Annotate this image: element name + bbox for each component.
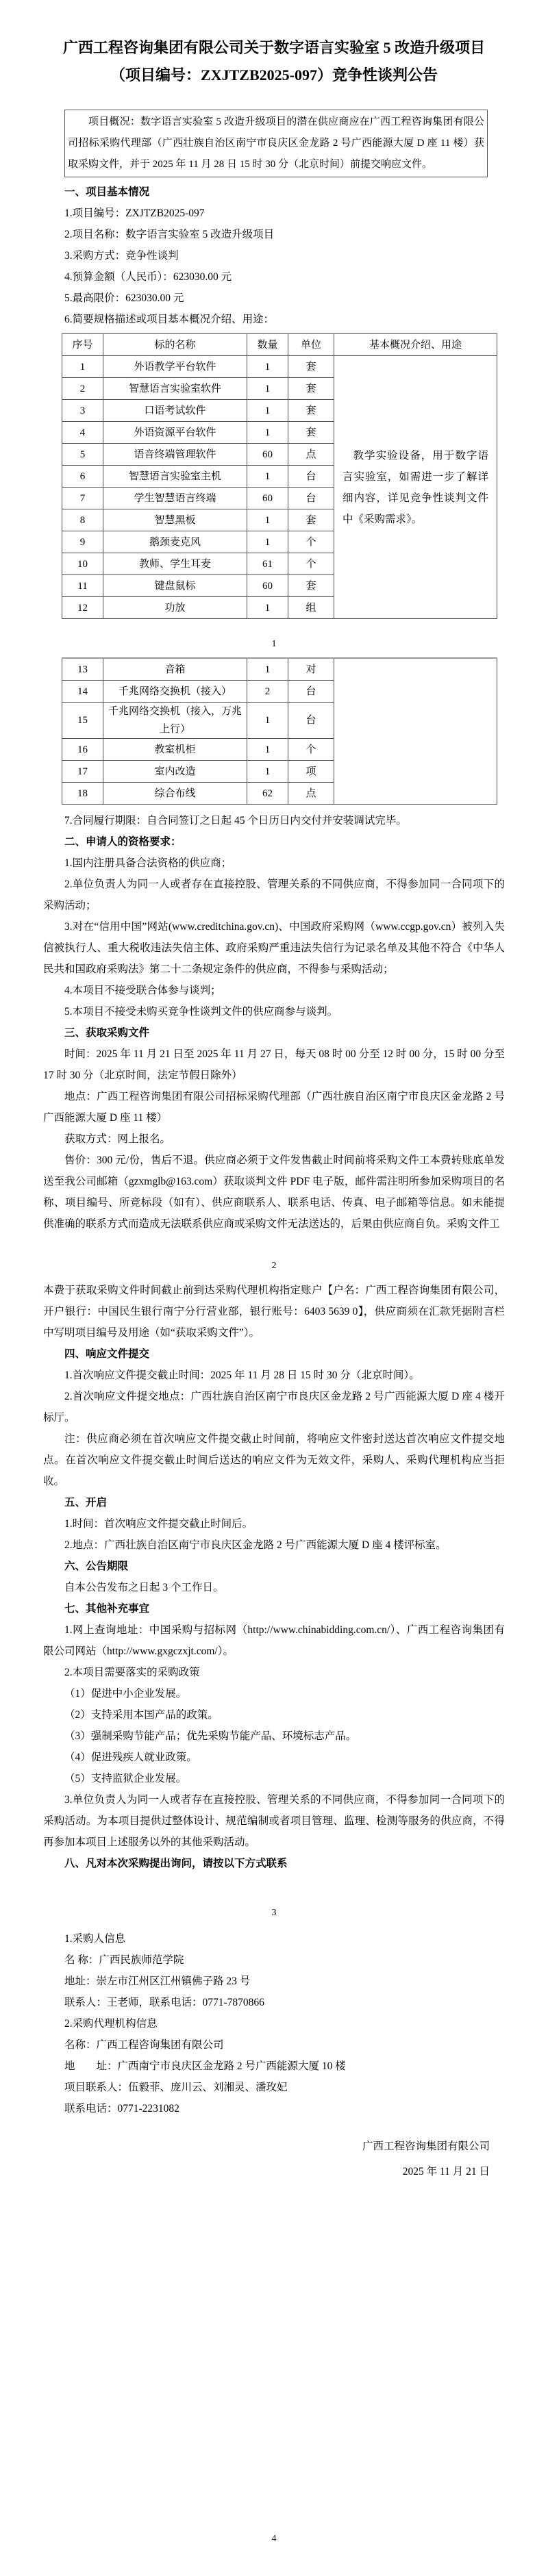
paragraph-policy-intro: 2.本项目需要落实的采购政策 bbox=[64, 1667, 200, 1678]
table-cell-unit: 台 bbox=[288, 703, 334, 739]
table-cell-no: 8 bbox=[62, 509, 103, 531]
section-heading-1: 一、项目基本情况 bbox=[64, 186, 150, 198]
paragraph-doc-time: 时间：2025 年 11 月 21 日至 2025 年 11 月 27 日，每天 08 时 00 分至 12 时 00 分，15 时 00 分至 17 时 30 分（北京时间，法定节假日除外） bbox=[43, 1048, 505, 1081]
section-heading-4: 四、响应文件提交 bbox=[64, 1348, 150, 1360]
table-cell-name: 综合布线 bbox=[103, 783, 247, 805]
paragraph-qualification-3: 3.对在“信用中国”网站(www.creditchina.gov.cn)、中国政府采购网（www.ccgp.gov.cn）被列入失信被执行人、重大税收违法失信主体、政府采购严重违法失信行为记录名单及其他不符合《中华人民共和国政府采购法》第二十二条规定条件的供应商，不得参与采购活动； bbox=[43, 921, 505, 975]
paragraph-agency-contacts: 项目联系人：伍毅菲、庞川云、刘湘灵、潘玫妃 bbox=[64, 2082, 288, 2093]
table-cell-no: 5 bbox=[62, 444, 103, 466]
table-cell-no: 12 bbox=[62, 597, 103, 619]
table-cell-qty: 1 bbox=[247, 422, 288, 444]
signature-company: 广西工程咨询集团有限公司 bbox=[362, 2141, 490, 2152]
table-cell-unit: 个 bbox=[288, 739, 334, 761]
table-row bbox=[62, 356, 497, 378]
paragraph-announcement-period: 自本公告发布之日起 3 个工作日。 bbox=[64, 1582, 224, 1593]
paragraph-purchaser-address: 地址：崇左市江州区江州镇佛子路 23 号 bbox=[64, 1975, 251, 1987]
table-cell-unit: 台 bbox=[288, 681, 334, 703]
paragraph-policy-2: （2）支持采用本国产品的政策。 bbox=[64, 1709, 219, 1721]
table-cell-unit: 点 bbox=[288, 783, 334, 805]
table-cell-no: 4 bbox=[62, 422, 103, 444]
table-cell-no: 3 bbox=[62, 400, 103, 422]
paragraph-project-name: 2.项目名称：数字语言实验室 5 改造升级项目 bbox=[64, 229, 275, 240]
table-cell-unit: 套 bbox=[288, 400, 334, 422]
table-header-cell: 序号 bbox=[62, 333, 103, 356]
table-cell-qty: 1 bbox=[247, 356, 288, 378]
items-table-page2 bbox=[62, 657, 497, 805]
table-cell-unit: 台 bbox=[288, 488, 334, 509]
table-cell-qty: 1 bbox=[247, 378, 288, 400]
table-cell-no: 13 bbox=[62, 658, 103, 681]
table-header-cell: 单位 bbox=[288, 333, 334, 356]
paragraph-policy-3: （3）强制采购节能产品；优先采购节能产品、环境标志产品。 bbox=[64, 1730, 357, 1742]
table-note-cell bbox=[334, 356, 497, 619]
table-header-row bbox=[62, 333, 497, 356]
table-cell-name: 室内改造 bbox=[103, 761, 247, 783]
table-cell-qty: 60 bbox=[247, 575, 288, 597]
table-cell-no: 1 bbox=[62, 356, 103, 378]
paragraph-procurement-method: 3.采购方式：竞争性谈判 bbox=[64, 250, 179, 262]
table-cell-qty: 1 bbox=[247, 597, 288, 619]
table-cell-unit: 套 bbox=[288, 356, 334, 378]
paragraph-agency-phone: 联系电话：0771-2231082 bbox=[64, 2103, 179, 2114]
paragraph-response-note: 注：供应商必须在首次响应文件提交截止时间前，将响应文件密封送达首次响应文件提交地点。在首次响应文件提交截止时间后送达的响应文件为无效文件，采购人、采购代理机构应当拒收。 bbox=[43, 1433, 505, 1487]
paragraph-purchaser-contact: 联系人：王老师，联系电话：0771-7870866 bbox=[64, 1997, 264, 2008]
table-cell-name: 智慧黑板 bbox=[103, 509, 247, 531]
table-cell-no: 2 bbox=[62, 378, 103, 400]
paragraph-doc-method: 获取方式：网上报名。 bbox=[64, 1133, 171, 1145]
paragraph-response-place: 2.首次响应文件提交地点：广西壮族自治区南宁市良庆区金龙路 2 号广西能源大厦 D 座 4 楼开标厅。 bbox=[43, 1391, 505, 1424]
paragraph-qualification-5: 5.本项目不接受未购买竞争性谈判文件的供应商参与谈判。 bbox=[64, 1006, 338, 1018]
table-note-cell bbox=[334, 658, 497, 805]
page-number-4: 4 bbox=[271, 2534, 277, 2544]
paragraph-doc-price-part2: 本费于获取采购文件时间截止前到达采购代理机构指定账户【户名：广西工程咨询集团有限公司，开户银行：中国民生银行南宁分行营业部，银行账号：6403 5639 0】，供应商须在汇款凭据附言栏中写明项目编号及用途（如“获取采购文件”）。 bbox=[43, 1285, 505, 1339]
section-heading-6: 六、公告期限 bbox=[64, 1561, 129, 1572]
paragraph-policy-4: （4）促进残疾人就业政策。 bbox=[64, 1752, 197, 1763]
section-heading-2: 二、申请人的资格要求： bbox=[64, 836, 182, 848]
table-cell-unit: 点 bbox=[288, 444, 334, 466]
table-cell-qty: 1 bbox=[247, 703, 288, 739]
table-cell-unit: 套 bbox=[288, 422, 334, 444]
section-heading-5: 五、开启 bbox=[64, 1497, 108, 1508]
paragraph-policy-1: （1）促进中小企业发展。 bbox=[64, 1688, 187, 1700]
paragraph-opening-place: 2.地点：广西壮族自治区南宁市良庆区金龙路 2 号广西能源大厦 D 座 4 楼评标室。 bbox=[64, 1539, 447, 1551]
table-cell-name: 智慧语言实验室主机 bbox=[103, 466, 247, 488]
table-cell-unit: 台 bbox=[288, 466, 334, 488]
table-cell-qty: 60 bbox=[247, 444, 288, 466]
table-header-cell: 数量 bbox=[247, 333, 288, 356]
table-cell-name: 千兆网络交换机（接入） bbox=[103, 681, 247, 703]
title-line-1: 广西工程咨询集团有限公司关于数字语言实验室 5 改造升级项目 bbox=[62, 39, 485, 56]
document-content bbox=[0, 34, 548, 2182]
paragraph-price-ceiling: 5.最高限价：623030.00 元 bbox=[64, 292, 184, 304]
table-cell-name: 音箱 bbox=[103, 658, 247, 681]
paragraph-budget: 4.预算金额（人民币）：623030.00 元 bbox=[64, 271, 232, 283]
table-cell-qty: 1 bbox=[247, 400, 288, 422]
table-note-text: 教学实验设备，用于数字语言实验室，如需进一步了解详细内容，详见竞争性谈判文件中《采购需求》。 bbox=[342, 449, 488, 525]
paragraph-qualification-2: 2.单位负责人为同一人或者存在直接控股、管理关系的不同供应商，不得参加同一合同项下的采购活动； bbox=[43, 879, 505, 911]
table-cell-name: 智慧语言实验室软件 bbox=[103, 378, 247, 400]
paragraph-policy-5: （5）支持监狱企业发展。 bbox=[64, 1773, 187, 1784]
paragraph-purchaser-info-title: 1.采购人信息 bbox=[64, 1933, 126, 1945]
table-cell-name: 学生智慧语言终端 bbox=[103, 488, 247, 509]
paragraph-spec-intro: 6.简要规格描述或项目基本概况介绍、用途： bbox=[64, 314, 275, 325]
page-number-1: 1 bbox=[271, 639, 277, 649]
section-heading-3: 三、获取采购文件 bbox=[64, 1027, 150, 1039]
table-cell-name: 外语资源平台软件 bbox=[103, 422, 247, 444]
paragraph-qualification-1: 1.国内注册具备合法资格的供应商； bbox=[64, 857, 232, 869]
paragraph-agency-info-title: 2.采购代理机构信息 bbox=[64, 2018, 158, 2030]
table-cell-qty: 1 bbox=[247, 658, 288, 681]
paragraph-project-no: 1.项目编号：ZXJTZB2025-097 bbox=[64, 207, 205, 219]
paragraph-contract-term: 7.合同履行期限：自合同签订之日起 45 个日历日内交付并安装调试完毕。 bbox=[64, 815, 407, 826]
paragraph-other-3: 3.单位负责人为同一人或者存在直接控股、管理关系的不同供应商，不得参加同一合同项下的采购活动。为本项目提供过整体设计、规范编制或者项目管理、监理、检测等服务的供应商，不得再参加本项目上述服务以外的其他采购活动。 bbox=[43, 1794, 505, 1848]
table-cell-no: 14 bbox=[62, 681, 103, 703]
table-cell-unit: 套 bbox=[288, 509, 334, 531]
table-cell-no: 15 bbox=[62, 703, 103, 739]
table-cell-qty: 1 bbox=[247, 509, 288, 531]
paragraph-agency-address: 地 址：广西南宁市良庆区金龙路 2 号广西能源大厦 10 楼 bbox=[64, 2060, 346, 2072]
title-line-2: （项目编号：ZXJTZB2025-097）竞争性谈判公告 bbox=[110, 66, 438, 84]
table-cell-no: 17 bbox=[62, 761, 103, 783]
table-cell-unit: 套 bbox=[288, 575, 334, 597]
page-number-2: 2 bbox=[271, 1261, 277, 1271]
table-cell-qty: 62 bbox=[247, 783, 288, 805]
table-header-cell: 基本概况介绍、用途 bbox=[334, 333, 497, 356]
table-cell-qty: 60 bbox=[247, 488, 288, 509]
signature-block bbox=[43, 2136, 505, 2182]
table-cell-name: 千兆网络交换机（接入，万兆上行） bbox=[103, 703, 247, 739]
items-table-page1 bbox=[62, 333, 497, 619]
paragraph-purchaser-name: 名 称：广西民族师范学院 bbox=[64, 1954, 184, 1966]
table-cell-name: 功放 bbox=[103, 597, 247, 619]
table-cell-unit: 个 bbox=[288, 531, 334, 553]
project-overview-box: 项目概况：数字语言实验室 5 改造升级项目的潜在供应商应在广西工程咨询集团有限公司招标采购代理部（广西壮族自治区南宁市良庆区金龙路 2 号广西能源大厦 D 座 11 楼）获取采购文件，并于 2025 年 11 月 28 日 15 时 30 分（北京时间）前提交响应文件。 bbox=[64, 110, 488, 177]
table-cell-name: 鹅颈麦克风 bbox=[103, 531, 247, 553]
table-cell-unit: 个 bbox=[288, 553, 334, 575]
table-cell-unit: 对 bbox=[288, 658, 334, 681]
page-number-3: 3 bbox=[271, 1908, 277, 1918]
table-cell-no: 6 bbox=[62, 466, 103, 488]
table-cell-qty: 1 bbox=[247, 739, 288, 761]
table-cell-no: 10 bbox=[62, 553, 103, 575]
table-cell-qty: 1 bbox=[247, 761, 288, 783]
table-cell-qty: 61 bbox=[247, 553, 288, 575]
table-body-page1 bbox=[62, 356, 497, 619]
paragraph-response-deadline: 1.首次响应文件提交截止时间：2025 年 11 月 28 日 15 时 30 分（北京时间）。 bbox=[64, 1369, 420, 1381]
paragraph-query-url: 1.网上查询地址：中国采购与招标网（http://www.chinabidding.com.cn/）、广西工程咨询集团有限公司网站（http://www.gxgczxjt.com/）。 bbox=[43, 1624, 505, 1657]
table-cell-no: 18 bbox=[62, 783, 103, 805]
table-cell-unit: 项 bbox=[288, 761, 334, 783]
document-title bbox=[43, 34, 505, 89]
table-cell-name: 键盘鼠标 bbox=[103, 575, 247, 597]
signature-date: 2025 年 11 月 21 日 bbox=[402, 2166, 490, 2177]
table-cell-name: 教师、学生耳麦 bbox=[103, 553, 247, 575]
table-row bbox=[62, 658, 497, 681]
table-cell-unit: 组 bbox=[288, 597, 334, 619]
table-cell-name: 口语考试软件 bbox=[103, 400, 247, 422]
section-heading-7: 七、其他补充事宜 bbox=[64, 1603, 150, 1615]
paragraph-opening-time: 1.时间：首次响应文件提交截止时间后。 bbox=[64, 1518, 253, 1530]
table-body-page2 bbox=[62, 658, 497, 805]
table-cell-qty: 1 bbox=[247, 531, 288, 553]
table-cell-name: 语音终端管理软件 bbox=[103, 444, 247, 466]
table-cell-qty: 2 bbox=[247, 681, 288, 703]
paragraph-qualification-4: 4.本项目不接受联合体参与谈判； bbox=[64, 985, 221, 996]
paragraph-agency-name: 名称：广西工程咨询集团有限公司 bbox=[64, 2039, 224, 2051]
section-heading-8: 八、凡对本次采购提出询问，请按以下方式联系 bbox=[64, 1858, 288, 1869]
table-cell-unit: 套 bbox=[288, 378, 334, 400]
table-cell-no: 9 bbox=[62, 531, 103, 553]
paragraph-doc-price-part1: 售价：300 元/份，售后不退。供应商必须于文件发售截止时间前将采购文件工本费转账底单发送至我公司邮箱（gzxmglb@163.com）获取谈判文件 PDF 电子版，邮件需注明所参加采购项目的名称、项目编号、所竞标段（如有）、供应商联系人、联系电话、传真、电子邮箱等信息。如未能提供准确的联系方式而造成无法联系供应商或采购文件无法送达的，后果由供应商自负。采购文件工 bbox=[43, 1154, 505, 1230]
table-cell-name: 外语教学平台软件 bbox=[103, 356, 247, 378]
paragraph-doc-place: 地点：广西工程咨询集团有限公司招标采购代理部（广西壮族自治区南宁市良庆区金龙路 2 号广西能源大厦 D 座 11 楼） bbox=[43, 1091, 505, 1124]
table-cell-qty: 1 bbox=[247, 466, 288, 488]
table-cell-no: 7 bbox=[62, 488, 103, 509]
table-cell-name: 教室机柜 bbox=[103, 739, 247, 761]
table-cell-no: 11 bbox=[62, 575, 103, 597]
table-cell-no: 16 bbox=[62, 739, 103, 761]
table-header-cell: 标的名称 bbox=[103, 333, 247, 356]
